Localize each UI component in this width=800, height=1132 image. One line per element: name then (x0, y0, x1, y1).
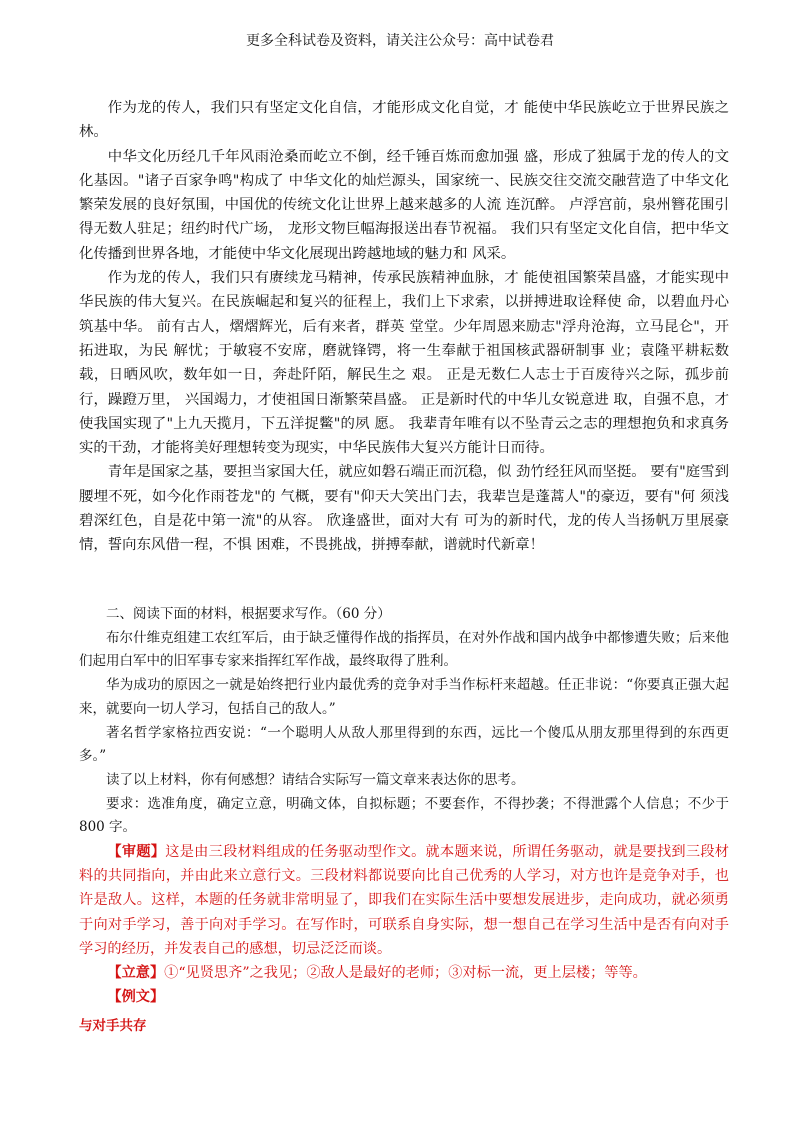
essay-paragraph: 青年是国家之基，要担当家国大任，就应如磐石端正而沉稳，似 劲竹经狂风而坚挺。 要有"庭雪到腰埋不死，如今化作雨苍龙"的 气概，要有"仰天大笑出门去，我辈岂是蓬蒿人"的豪迈，要有"何 须浅碧深红色，自是花中第一流"的从容。 欣逢盛世，面对大有 可为的新时代，龙的传人当扬帆万里展豪情，誓向东风借一程，不惧 困难，不畏挑战，拼搏奉献，谱就时代新章！ (79, 464, 729, 554)
essay-paragraph: 作为龙的传人，我们只有坚定文化自信，才能形成文化自觉，才 能使中华民族屹立于世界民族之林。 (79, 100, 729, 141)
shenti-label: 【审题】 (107, 844, 166, 861)
liwen-label: 【例文】 (107, 989, 165, 1006)
shenti-analysis (79, 840, 729, 961)
essay-title: 与对手共存 (79, 1018, 147, 1035)
liyi-label: 【立意】 (107, 965, 165, 982)
requirements-paragraph: 要求：选准角度，确定立意，明确文体，自拟标题；不要套作，不得抄袭；不得泄露个人信息；不少于 800 字。 (79, 795, 729, 836)
material-paragraph: 华为成功的原因之一就是始终把行业内最优秀的竞争对手当作标杆来超越。任正非说：“你要真正强大起来，就要向一切人学习，包括自己的敌人。” (79, 677, 729, 717)
writing-question (79, 603, 729, 1039)
prompt-paragraph: 读了以上材料，你有何感想？请结合实际写一篇文章来表达你的思考。 (106, 771, 525, 788)
material-paragraph: 著名哲学家格拉西安说：“一个聪明人从敌人那里得到的东西，远比一个傻瓜从朋友那里得到的东西更多。” (79, 724, 729, 765)
liyi-text: ①“见贤思齐”之我见；②敌人是最好的老师；③对标一流，更上层楼；等等。 (164, 965, 647, 982)
page-header: 更多全科试卷及资料，请关注公众号：高中试卷君 (246, 33, 554, 49)
shenti-text: 这是由三段材料组成的任务驱动型作文。就本题来说，所谓任务驱动，就是要找到三段材料的共同指向，并由此来立意行文。三段材料都说要向比自己优秀的人学习，对方也许是竞争对手，也许是敌人。这样，本题的任务就非常明显了，即我们在实际生活中要想发展进步，走向成功，就必须勇于向对手学习，善于向对手学习。在写作时，可联系自身实际，想一想自己在学习生活中是否有向对手学习的经历，并发表自己的感想，切忌泛泛而谈。 (79, 844, 729, 957)
question-heading: 二、阅读下面的材料，根据要求写作。（60 分） (106, 606, 391, 622)
liwen-label-line (79, 985, 729, 1009)
material-paragraph: 布尔什维克组建工农红军后，由于缺乏懂得作战的指挥员，在对外作战和国内战争中都惨遭失败；后来他们起用白军中的旧军事专家来指挥红军作战，最终取得了胜利。 (79, 629, 729, 670)
liyi-analysis (79, 961, 729, 985)
essay-paragraph: 作为龙的传人，我们只有赓续龙马精神，传承民族精神血脉，才 能使祖国繁荣昌盛，才能实现中华民族的伟大复兴。在民族崛起和复兴的征程上，我们上下求索，以拼搏进取诠释使 命，以碧血丹心筑基中华。 前有古人，熠熠辉光，后有来者，群英 堂堂。少年周恩来励志"浮舟沧海，立马昆仑"，开拓进取，为民 解忧；于敏寝不安席，磨就锋锷，将一生奉献于祖国核武器研制事 业；袁隆平耕耘数载，日晒风吹，数年如一日，奔赴阡陌，解民生之 艰。 正是无数仁人志士于百废待兴之际，孤步前行，躁蹬万里， 兴国竭力，才使祖国日渐繁荣昌盛。 正是新时代的中华儿女锐意进 取，自强不息，才使我国实现了"上九天揽月，下五洋捉鳖"的夙 愿。 我辈青年唯有以不坠青云之志的理想抱负和求真务实的干劲，才能将美好理想转变为现实，中华民族伟大复兴方能计日而待。 (79, 270, 729, 457)
essay-paragraph: 中华文化历经几千年风雨沧桑而屹立不倒，经千锤百炼而愈加强 盛，形成了独属于龙的传人的文化基因。"诸子百家争鸣"构成了 中华文化的灿烂源头，国家统一、民族交往交流交融营造了中华文化繁荣发展的良好氛围，中国优的传统文化让世界上越来越多的人流 连沉醉。 卢浮宫前，泉州簪花围引得无数人驻足；纽约时代广场， 龙形文物巨幅海报送出春节祝福。 我们只有坚定文化自信，把中华文化传播到世界各地，才能使中华文化展现出跨越地域的魅力和 风采。 (79, 148, 729, 262)
sample-essay (79, 96, 729, 558)
